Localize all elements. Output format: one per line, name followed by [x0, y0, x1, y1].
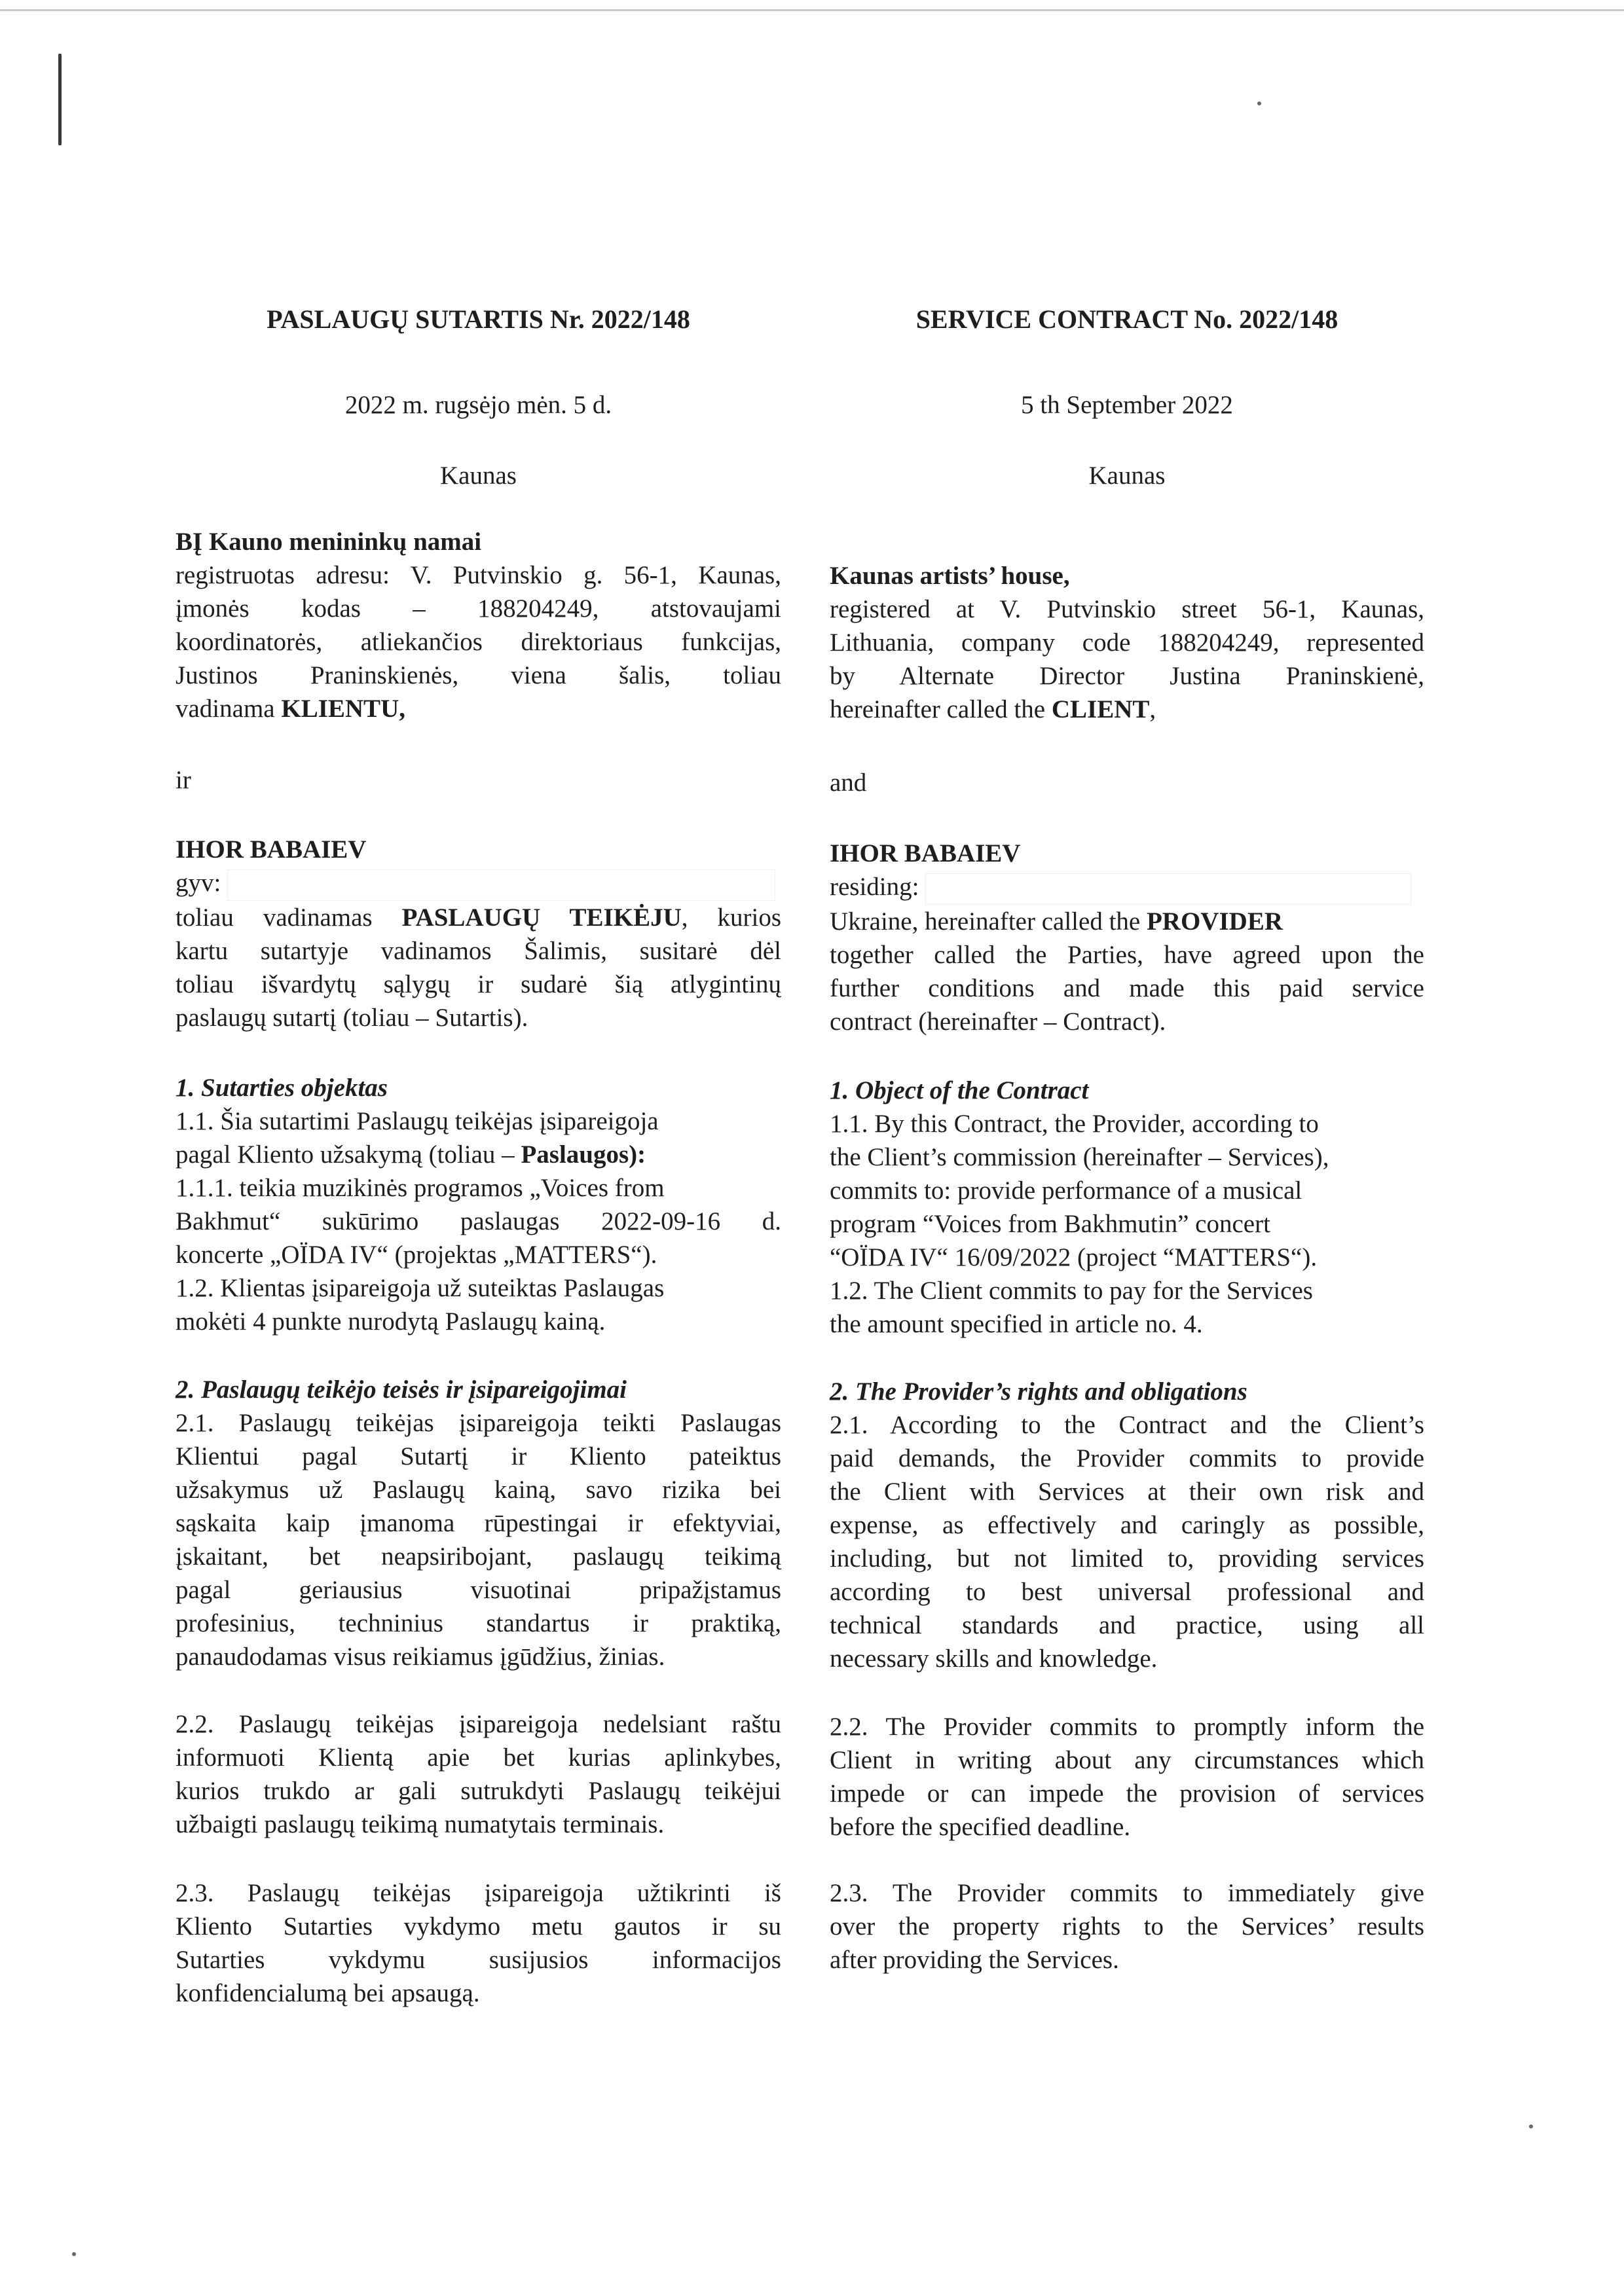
lt-clause-2-2-line: užbaigti paslaugų teikimą numatytais terminais. — [175, 1810, 665, 1838]
en-provider-block — [830, 837, 1424, 1038]
lt-provider-block — [175, 833, 781, 1034]
en-client-line: registered at V. Putvinskio street 56-1, Kaunas, — [830, 595, 1424, 623]
lt-section-2 — [175, 1373, 781, 1673]
en-clause-2-1-line: paid demands, the Provider commits to provide — [830, 1444, 1424, 1472]
en-client-line — [830, 693, 1424, 726]
lt-services-term: Paslaugos): — [521, 1140, 646, 1169]
lt-provider-text: , kurios — [681, 903, 781, 932]
lt-contract-date: 2022 m. rugsėjo mėn. 5 d. — [344, 391, 612, 419]
en-provider-line: contract (hereinafter – Contract). — [830, 1008, 1166, 1036]
lt-and: ir — [175, 766, 191, 794]
lt-clause-1-2: 1.2. Klientas įsipareigoja už suteiktas Paslaugas — [175, 1274, 665, 1302]
en-clause-2-2-line: impede or can impede the provision of services — [830, 1779, 1424, 1808]
lt-provider-text: toliau vadinamas — [175, 903, 402, 932]
en-clause-1-line: “OÏDA IV“ 16/09/2022 (project “MATTERS“). — [830, 1243, 1318, 1271]
en-residence-line — [830, 870, 1424, 905]
scan-margin-mark — [58, 54, 62, 145]
english-column — [830, 0, 1424, 2296]
en-client-line: Lithuania, company code 188204249, represented — [830, 629, 1424, 657]
en-provider-line — [830, 905, 1424, 938]
en-clause-2-1-line: necessary skills and knowledge. — [830, 1645, 1158, 1673]
lt-contract-place: Kaunas — [440, 462, 517, 490]
lt-clause-2-3-line: Kliento Sutarties vykdymo metu gautos ir su — [175, 1912, 781, 1941]
en-client-text: , — [1149, 695, 1156, 723]
scan-speck — [72, 2252, 76, 2256]
en-section-2-title: 2. The Provider’s rights and obligations — [830, 1377, 1247, 1406]
en-clause-2-1-line: according to best universal professional and — [830, 1578, 1424, 1606]
redacted-address — [925, 873, 1411, 905]
lt-client-name: BĮ Kauno menininkų namai — [175, 528, 482, 556]
lt-client-role: KLIENTU, — [281, 695, 405, 723]
en-clause-1-line: 1.2. The Client commits to pay for the Services — [830, 1277, 1313, 1305]
en-clause-2-1-line: including, but not limited to, providing services — [830, 1544, 1424, 1573]
lt-residence-line — [175, 866, 781, 901]
lt-clause-2-1-line: Klientui pagal Sutartį ir Kliento pateiktus — [175, 1442, 781, 1470]
lt-clause-2-2-line: 2.2. Paslaugų teikėjas įsipareigoja nedelsiant raštu — [175, 1710, 781, 1738]
lt-clause-2-1-line: užsakymus už Paslaugų kainą, savo rizika bei — [175, 1476, 781, 1504]
lt-provider-line: paslaugų sutartį (toliau – Sutartis). — [175, 1004, 528, 1032]
redacted-address — [227, 869, 775, 901]
en-client-block — [830, 559, 1424, 726]
en-contract-title: SERVICE CONTRACT No. 2022/148 — [915, 304, 1338, 334]
lt-clause-2-3-line: 2.3. Paslaugų teikėjas įsipareigoja užtikrinti iš — [175, 1879, 781, 1907]
en-clause-2-2 — [830, 1710, 1424, 1844]
en-clause-2-1-line: technical standards and practice, using all — [830, 1611, 1424, 1639]
en-section-2 — [830, 1375, 1424, 1675]
lt-contract-title: PASLAUGŲ SUTARTIS Nr. 2022/148 — [267, 304, 690, 334]
lt-client-line: registruotas adresu: V. Putvinskio g. 56-1, Kaunas, — [175, 561, 781, 589]
lt-section-1 — [175, 1071, 781, 1338]
en-provider-line: together called the Parties, have agreed upon the — [830, 941, 1424, 970]
lt-clause-2-1-line: 2.1. Paslaugų teikėjas įsipareigoja teikti Paslaugas — [175, 1409, 781, 1437]
en-provider-text: Ukraine, hereinafter called the — [830, 907, 1147, 936]
lt-client-block — [175, 525, 781, 725]
en-clause-2-3-line: 2.3. The Provider commits to immediately give — [830, 1879, 1424, 1907]
lithuanian-column — [175, 0, 781, 2296]
en-client-role: CLIENT — [1051, 695, 1150, 723]
lt-client-line: įmonės kodas – 188204249, atstovaujami — [175, 594, 781, 623]
lt-clause-2-1-line: panaudodamas visus reikiamus įgūdžius, žinias. — [175, 1643, 665, 1671]
en-provider-line: further conditions and made this paid service — [830, 974, 1424, 1003]
lt-client-line: Justinos Praninskienės, viena šalis, toliau — [175, 661, 781, 689]
lt-clause-2-1-line: įskaitant, bet neapsiribojant, paslaugų teikimą — [175, 1542, 781, 1571]
lt-clause-2-3 — [175, 1876, 781, 2010]
en-and: and — [830, 769, 867, 797]
en-clause-2-3-line: after providing the Services. — [830, 1946, 1119, 1974]
lt-provider-line: kartu sutartyje vadinamos Šalimis, susitarė dėl — [175, 937, 781, 966]
en-clause-2-2-line: before the specified deadline. — [830, 1813, 1131, 1841]
lt-client-line — [175, 692, 781, 725]
en-residence-label: residing: — [830, 873, 919, 901]
en-client-text: hereinafter called the — [830, 695, 1052, 723]
lt-provider-name: IHOR BABAIEV — [175, 835, 367, 864]
en-clause-2-1-line: 2.1. According to the Contract and the Client’s — [830, 1411, 1424, 1439]
en-contract-date: 5 th September 2022 — [1021, 391, 1233, 419]
en-clause-2-3-line: over the property rights to the Services’ results — [830, 1912, 1424, 1941]
lt-section-2-title: 2. Paslaugų teikėjo teisės ir įsipareigojimai — [175, 1376, 627, 1404]
lt-clause-2-2-line: informuoti Klientą apie bet kurias aplinkybes, — [175, 1743, 781, 1772]
lt-clause-2-2-line: kurios trukdo ar gali sutrukdyti Paslaugų teikėjui — [175, 1777, 781, 1805]
lt-provider-role: PASLAUGŲ TEIKĖJU — [401, 903, 682, 932]
lt-clause-2-1-line: sąskaita kaip įmanoma rūpestingai ir efektyviai, — [175, 1509, 781, 1537]
lt-section-1-title: 1. Sutarties objektas — [175, 1074, 388, 1102]
en-section-1 — [830, 1074, 1424, 1341]
en-clause-1-line: commits to: provide performance of a musical — [830, 1176, 1302, 1205]
en-client-name: Kaunas artists’ house, — [830, 562, 1070, 590]
lt-clause-2-1-line: profesinius, techninius standartus ir praktiką, — [175, 1609, 781, 1637]
lt-clause-2-3-line: konfidencialumą bei apsaugą. — [175, 1979, 480, 2007]
lt-client-text: vadinama — [175, 695, 282, 723]
en-provider-role: PROVIDER — [1146, 907, 1283, 936]
lt-clause-2-3-line: Sutarties vykdymu susijusios informacijos — [175, 1946, 781, 1974]
lt-provider-line: toliau išvardytų sąlygų ir sudarė šią atlygintinų — [175, 970, 781, 999]
lt-clause-1-1-1: koncerte „OÏDA IV“ (projektas „MATTERS“). — [175, 1241, 657, 1269]
en-client-line: by Alternate Director Justina Praninskienė, — [830, 662, 1424, 690]
en-clause-2-1-line: expense, as effectively and caringly as possible, — [830, 1511, 1424, 1539]
en-clause-1-line: 1.1. By this Contract, the Provider, according to — [830, 1110, 1319, 1138]
en-clause-1-line: program “Voices from Bakhmutin” concert — [830, 1210, 1270, 1238]
lt-clause-2-2 — [175, 1707, 781, 1841]
en-clause-2-2-line: 2.2. The Provider commits to promptly inform the — [830, 1713, 1424, 1741]
lt-residence-label: gyv: — [175, 869, 221, 897]
lt-client-line: koordinatorės, atliekančios direktoriaus funkcijas, — [175, 628, 781, 656]
scan-speck — [1529, 2124, 1533, 2128]
en-contract-place: Kaunas — [1088, 462, 1166, 490]
en-clause-1-line: the amount specified in article no. 4. — [830, 1310, 1203, 1338]
lt-clause-1-1 — [175, 1138, 781, 1171]
lt-provider-line — [175, 901, 781, 934]
en-clause-2-3 — [830, 1876, 1424, 1977]
lt-clause-text: pagal Kliento užsakymą (toliau – — [175, 1140, 521, 1169]
lt-clause-1-1-1: 1.1.1. teikia muzikinės programos „Voices from — [175, 1174, 665, 1202]
lt-clause-2-1-line: pagal geriausius visuotinai pripažįstamus — [175, 1576, 781, 1604]
en-clause-2-2-line: Client in writing about any circumstances which — [830, 1746, 1424, 1774]
en-provider-name: IHOR BABAIEV — [830, 839, 1021, 867]
en-section-1-title: 1. Object of the Contract — [830, 1076, 1089, 1104]
lt-clause-1-2: mokėti 4 punkte nurodytą Paslaugų kainą. — [175, 1307, 606, 1336]
en-clause-1-line: the Client’s commission (hereinafter – Services), — [830, 1143, 1329, 1171]
lt-clause-1-1: 1.1. Šia sutartimi Paslaugų teikėjas įsipareigoja — [175, 1107, 659, 1135]
lt-clause-1-1-1: Bakhmut“ sukūrimo paslaugas 2022-09-16 d. — [175, 1207, 781, 1235]
en-clause-2-1-line: the Client with Services at their own risk and — [830, 1478, 1424, 1506]
